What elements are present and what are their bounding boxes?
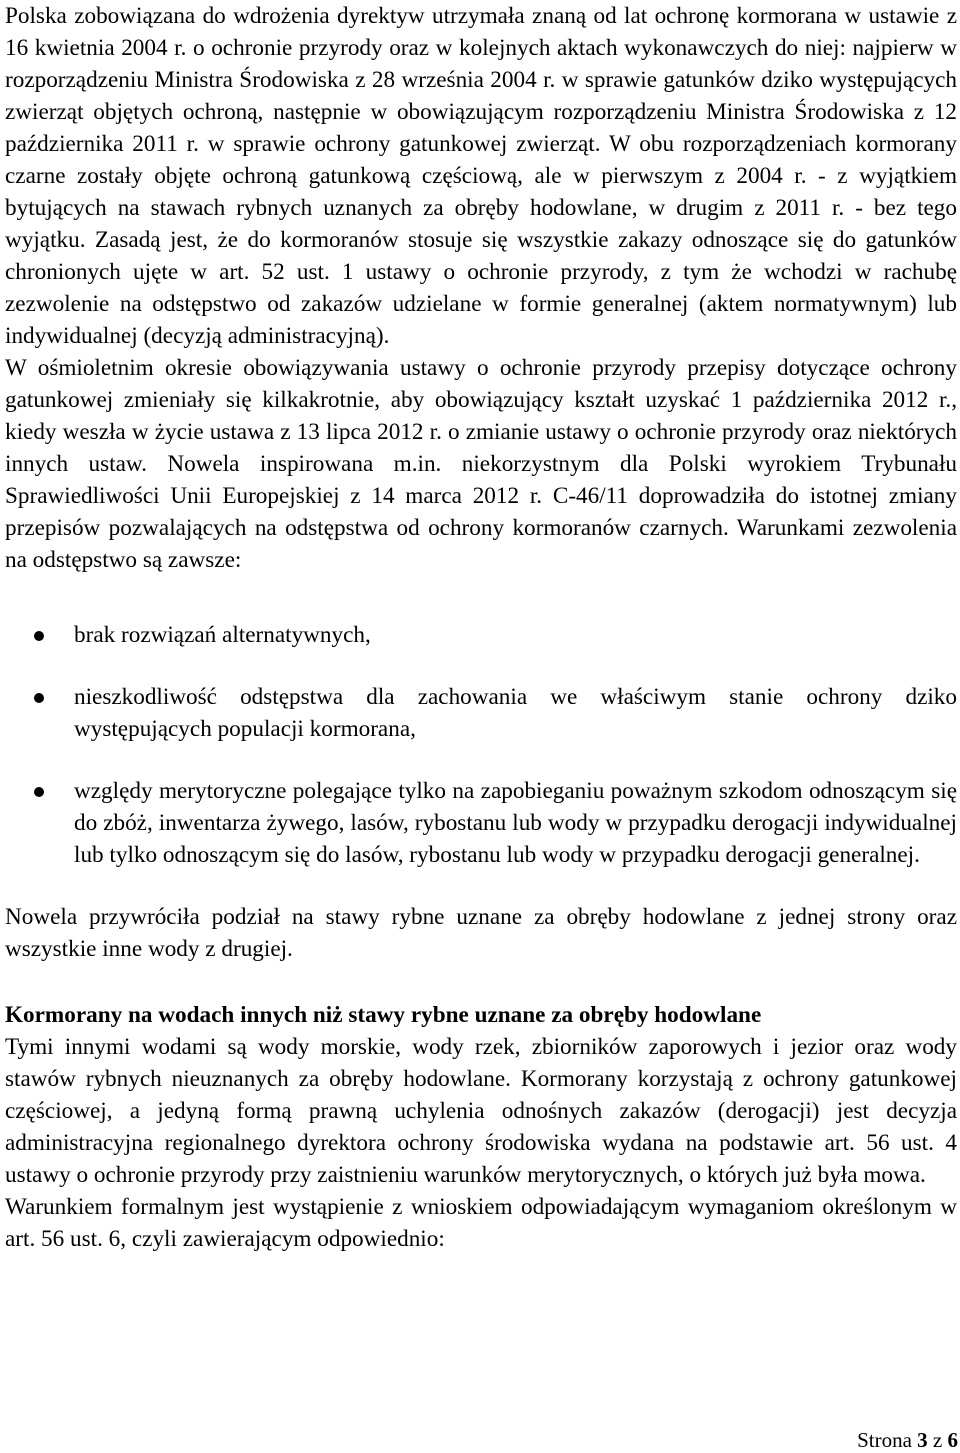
paragraph-division: Nowela przywróciła podział na stawy rybne uznane za obręby hodowlane z jednej strony oraz wszystkie inne wody z drugiej. bbox=[5, 904, 957, 962]
paragraph-formal-requirement: Warunkiem formalnym jest wystąpienie z wnioskiem odpowiadającym wymaganiom określonym w art. 56 ust. 6, czyli zawierającym odpowiednio: bbox=[5, 1194, 957, 1252]
bullet-icon bbox=[34, 693, 44, 703]
page-separator: z bbox=[932, 1428, 943, 1452]
list-item bbox=[5, 775, 957, 871]
bullet-icon bbox=[34, 787, 44, 797]
section-heading: Kormorany na wodach innych niż stawy rybne uznane za obręby hodowlane bbox=[5, 1002, 762, 1028]
list-item-text: względy merytoryczne polegające tylko na zapobieganiu poważnym szkodom odnoszącym się do zbóż, inwentarza żywego, lasów, rybostanu lub wody w przypadku derogacji indywidualnej lub tylko odnoszącym się do lasów, rybostanu lub wody w przypadku derogacji generalnej. bbox=[74, 778, 957, 868]
list-item bbox=[5, 681, 957, 745]
bullet-icon bbox=[34, 631, 44, 641]
page-label: Strona bbox=[857, 1428, 912, 1452]
paragraph-amendment: W ośmioletnim okresie obowiązywania ustawy o ochronie przyrody przepisy dotyczące ochrony gatunkowej zmieniały się kilkakrotnie, aby obowiązujący kształt uzyskać 1 października 2012 r., kiedy weszła w życie ustawa z 13 lipca 2012 r. o zmianie ustawy o ochronie przyrody oraz niektórych innych ustaw. Nowela inspirowana m.in. niekorzystnym dla Polski wyrokiem Trybunału Sprawiedliwości Unii Europejskiej z 14 marca 2012 r. C-46/11 doprowadziła do istotnej zmiany przepisów pozwalających na odstępstwa od ochrony kormoranów czarnych. Warunkami zezwolenia na odstępstwo są zawsze: bbox=[5, 355, 957, 573]
current-page-number: 3 bbox=[917, 1428, 928, 1452]
list-item bbox=[5, 619, 957, 651]
paragraph-other-waters: Tymi innymi wodami są wody morskie, wody rzek, zbiorników zaporowych i jezior oraz wody stawów rybnych nieuznanych za obręby hodowlane. Kormorany korzystają z ochrony gatunkowej częściowej, a jedyną formą prawną uchylenia odnośnych zakazów (derogacji) jest decyzja administracyjna regionalnego dyrektora ochrony środowiska wydana na podstawie art. 56 ust. 4 ustawy o ochronie przyrody przy zaistnieniu warunków merytorycznych, o których już była mowa. bbox=[5, 1034, 957, 1188]
paragraph-legal-basis: Polska zobowiązana do wdrożenia dyrektyw utrzymała znaną od lat ochronę kormorana w ustawie z 16 kwietnia 2004 r. o ochronie przyrody oraz w kolejnych aktach wykonawczych do niej: najpierw w rozporządzeniu Ministra Środowiska z 28 września 2004 r. w sprawie gatunków dziko występujących zwierząt objętych ochroną, następnie w obowiązującym rozporządzeniu Ministra Środowiska z 12 października 2011 r. w sprawie ochrony gatunkowej zwierząt. W obu rozporządzeniach kormorany czarne zostały objęte ochroną gatunkową częściową, ale w pierwszym z 2004 r. - z wyjątkiem bytujących na stawach rybnych uznanych za obręby hodowlane, w drugim z 2011 r. - bez tego wyjątku. Zasadą jest, że do kormoranów stosuje się wszystkie zakazy odnoszące się do gatunków chronionych ujęte w art. 52 ust. 1 ustawy o ochronie przyrody, z tym że wchodzi w rachubę zezwolenie na odstępstwo od zakazów udzielane w formie generalnej (aktem normatywnym) lub indywidualnej (decyzją administracyjną). bbox=[5, 3, 957, 349]
document-page bbox=[5, 0, 957, 1255]
list-item-text: nieszkodliwość odstępstwa dla zachowania we właściwym stanie ochrony dziko występujących populacji kormorana, bbox=[74, 684, 957, 742]
conditions-list bbox=[5, 619, 957, 871]
total-pages-number: 6 bbox=[947, 1428, 958, 1452]
page-number-footer bbox=[857, 1427, 958, 1453]
list-item-text: brak rozwiązań alternatywnych, bbox=[74, 622, 371, 648]
